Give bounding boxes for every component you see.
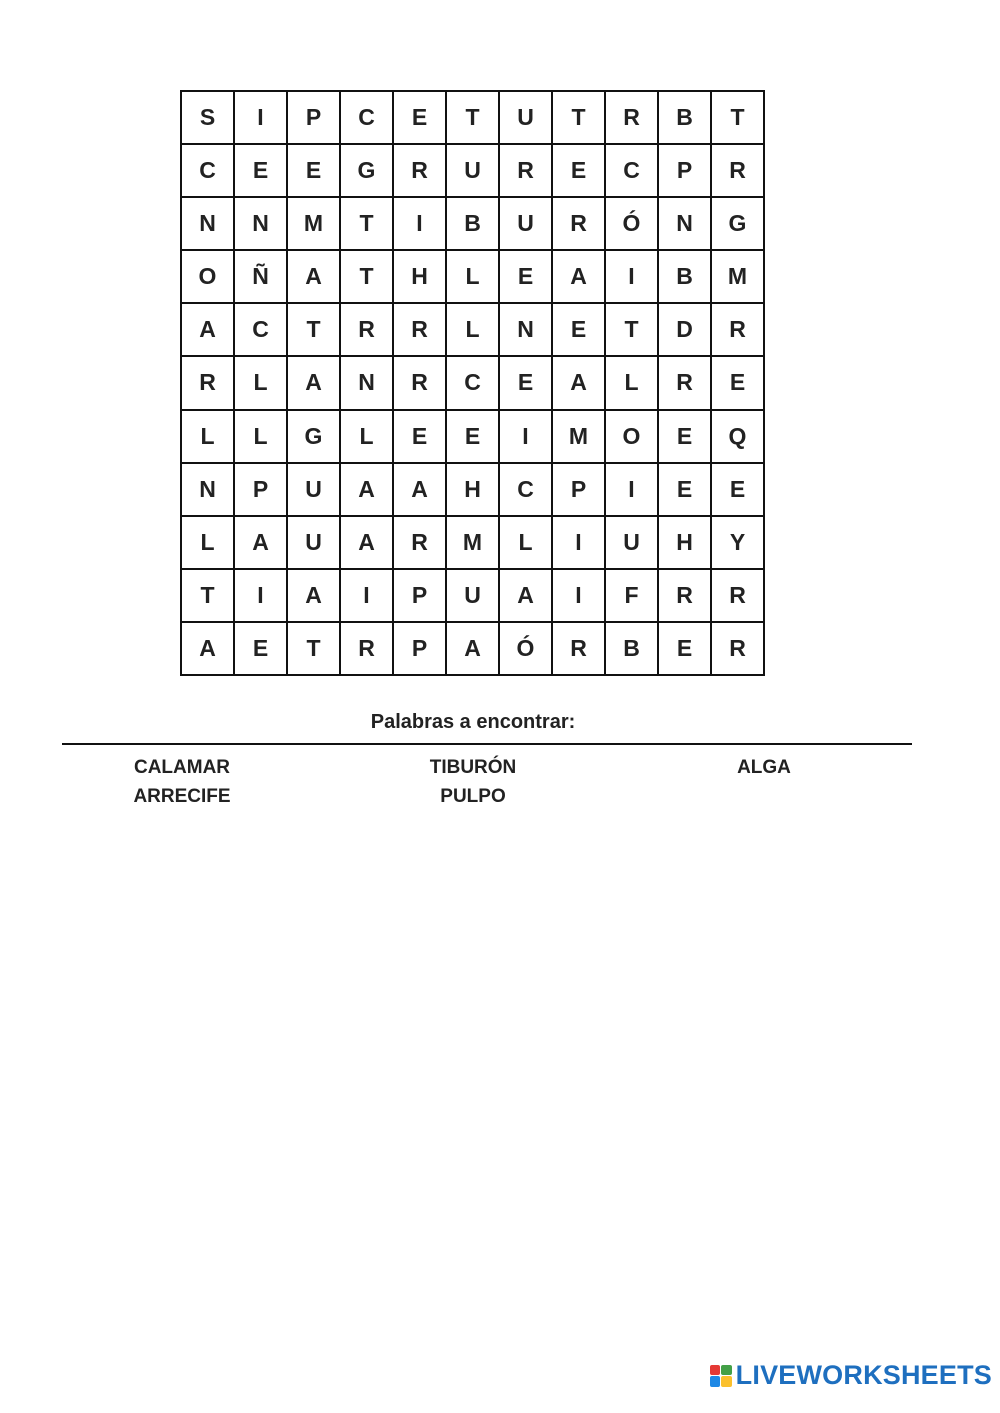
grid-cell: U [447,570,500,623]
grid-cell: U [288,517,341,570]
grid-cell: H [447,464,500,517]
grid-cell: R [500,145,553,198]
grid-cell: E [235,145,288,198]
grid-cell: C [235,304,288,357]
grid-cell: A [288,251,341,304]
grid-cell: G [712,198,765,251]
grid-cell: G [341,145,394,198]
grid-cell: B [659,251,712,304]
words-title: Palabras a encontrar: [370,711,576,733]
brand-footer[interactable] [710,1360,992,1391]
grid-cell: E [394,411,447,464]
grid-cell: I [553,517,606,570]
grid-cell: T [712,92,765,145]
grid-cell: I [341,570,394,623]
grid-cell: A [341,464,394,517]
grid-cell: U [447,145,500,198]
grid-cell: N [235,198,288,251]
grid-cell: S [182,92,235,145]
grid-cell: L [341,411,394,464]
word-search-grid [180,90,765,676]
grid-cell: I [394,198,447,251]
grid-cell: C [500,464,553,517]
grid-cell: E [659,623,712,676]
grid-cell: N [659,198,712,251]
grid-cell: T [606,304,659,357]
grid-cell: A [500,570,553,623]
grid-cell: A [288,357,341,410]
grid-cell: L [182,517,235,570]
logo-square [721,1376,732,1387]
grid-cell: R [553,623,606,676]
grid-cell: C [341,92,394,145]
grid-cell: E [288,145,341,198]
grid-cell: I [235,570,288,623]
grid-cell: L [447,304,500,357]
grid-cell: P [394,570,447,623]
grid-cell: E [553,145,606,198]
grid-cell: A [553,251,606,304]
grid-cell: A [341,517,394,570]
grid-cell: P [288,92,341,145]
grid-cell: E [500,251,553,304]
grid-cell: L [606,357,659,410]
grid-cell: E [659,464,712,517]
grid-cell: Y [712,517,765,570]
grid-cell: D [659,304,712,357]
grid-cell: R [394,517,447,570]
grid-cell: R [341,623,394,676]
grid-cell: E [447,411,500,464]
grid-cell: N [341,357,394,410]
grid-cell: A [235,517,288,570]
grid-cell: M [553,411,606,464]
logo-square [721,1365,732,1376]
grid-cell: E [553,304,606,357]
grid-cell: M [712,251,765,304]
grid-cell: R [659,570,712,623]
grid-cell: H [394,251,447,304]
grid-cell: E [712,464,765,517]
grid-cell: R [659,357,712,410]
grid-cell: R [712,570,765,623]
grid-cell: Ó [500,623,553,676]
grid-cell: A [288,570,341,623]
grid-cell: N [182,464,235,517]
grid-cell: R [394,145,447,198]
grid-cell: U [606,517,659,570]
grid-cell: H [659,517,712,570]
grid-cell: R [606,92,659,145]
liveworksheets-logo-icon [710,1365,732,1387]
grid-cell: E [235,623,288,676]
word-alga: ALGA [737,757,791,778]
grid-cell: L [447,251,500,304]
grid-cell: I [235,92,288,145]
grid-cell: M [447,517,500,570]
grid-cell: U [500,198,553,251]
divider-line [62,743,912,745]
grid-cell: I [553,570,606,623]
grid-cell: Ó [606,198,659,251]
grid-cell: M [288,198,341,251]
grid-cell: N [182,198,235,251]
grid-cell: P [235,464,288,517]
grid-cell: I [500,411,553,464]
grid-cell: R [553,198,606,251]
logo-square [710,1376,721,1387]
grid-cell: T [288,623,341,676]
grid-cell: N [500,304,553,357]
logo-square [710,1365,721,1376]
grid-cell: E [500,357,553,410]
grid-cell: R [394,304,447,357]
grid-cell: T [182,570,235,623]
grid-cell: G [288,411,341,464]
grid-cell: A [182,623,235,676]
grid-cell: T [288,304,341,357]
grid-cell: O [606,411,659,464]
grid-cell: O [182,251,235,304]
grid-cell: T [447,92,500,145]
grid-cell: L [235,411,288,464]
word-pulpo: PULPO [440,786,506,807]
grid-cell: B [659,92,712,145]
word-arrecife: ARRECIFE [133,786,231,807]
grid-cell: C [182,145,235,198]
grid-cell: A [182,304,235,357]
grid-cell: I [606,251,659,304]
brand-name: LIVEWORKSHEETS [735,1360,992,1390]
grid-cell: U [500,92,553,145]
grid-cell: L [182,411,235,464]
grid-cell: Q [712,411,765,464]
grid-cell: R [712,304,765,357]
grid-cell: I [606,464,659,517]
grid-cell: C [606,145,659,198]
grid-cell: P [659,145,712,198]
grid-cell: T [341,251,394,304]
grid-cell: P [553,464,606,517]
grid-cell: F [606,570,659,623]
word-tiburon: TIBURÓN [429,757,517,778]
grid-cell: R [341,304,394,357]
grid-cell: A [394,464,447,517]
grid-cell: E [659,411,712,464]
grid-cell: T [553,92,606,145]
grid-cell: R [182,357,235,410]
grid-cell: B [606,623,659,676]
grid-cell: P [394,623,447,676]
grid-cell: A [447,623,500,676]
word-calamar: CALAMAR [133,757,231,778]
grid-cell: A [553,357,606,410]
grid-cell: R [394,357,447,410]
grid-cell: L [235,357,288,410]
grid-cell: C [447,357,500,410]
grid-cell: T [341,198,394,251]
grid-cell: B [447,198,500,251]
grid-cell: E [712,357,765,410]
grid-cell: R [712,623,765,676]
grid-cell: L [500,517,553,570]
grid-cell: U [288,464,341,517]
grid-cell: R [712,145,765,198]
grid-cell: Ñ [235,251,288,304]
grid-cell: E [394,92,447,145]
